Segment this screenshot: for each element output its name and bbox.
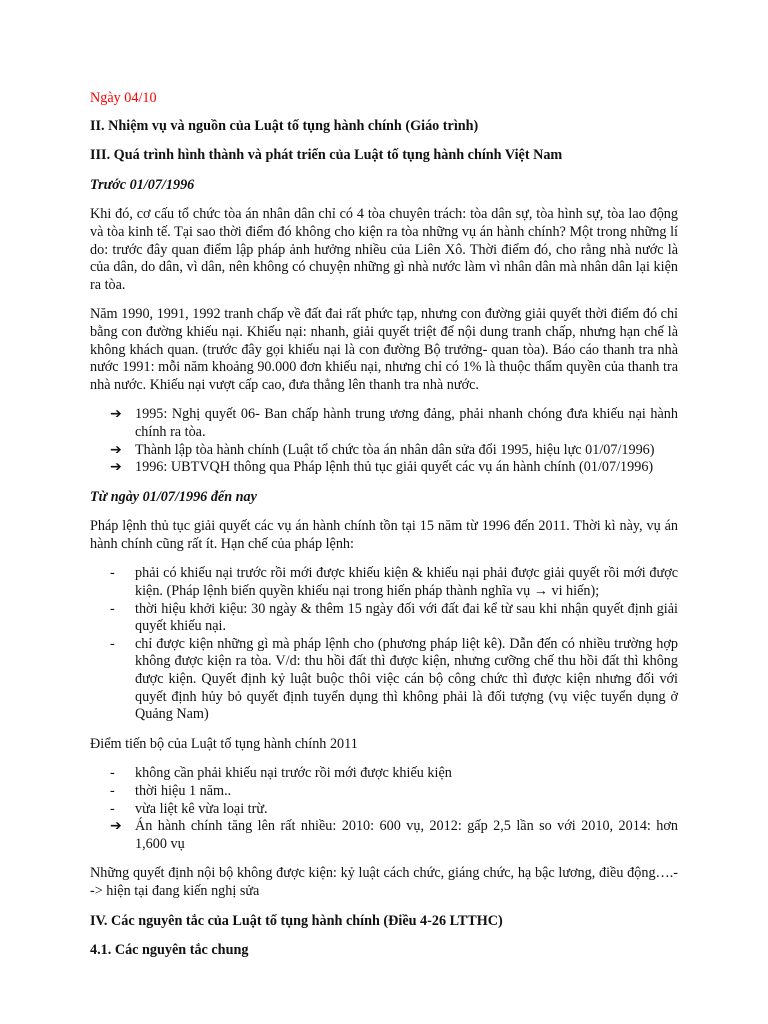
list-item [90,442,678,460]
dash-bullet: - [110,635,115,652]
ordinance-limits-list [90,565,678,723]
list-item [90,818,678,853]
dash-bullet: - [110,765,115,782]
before-paragraph-2: Năm 1990, 1991, 1992 tranh chấp về đất đai rất phức tạp, nhưng con đường giải quyết thời điểm đó chỉ bằng con đường khiếu nại. Khiếu nại: nhanh, giải quyết triệt để nội dung tranh chấp, nhưng hạn chế là không khách quan. (trước đây gọi khiếu nại là con đường Bộ trưởng- quan tòa). Báo cáo thanh tra nhà nước 1991: mỗi năm khoảng 90.000 đơn khiếu nại, nhưng chỉ có 1% là thuộc thẩm quyền của thanh tra nhà nước. Khiếu nại vượt cấp cao, đưa thẳng lên thanh tra nhà nước. [90,306,678,393]
list-item-text: thời hiệu khởi kiệu: 30 ngày & thêm 15 ngày đối với đất đai kể từ sau khi nhận quyết định giải quyết khiếu nại. [135,600,678,635]
list-item-text: 1996: UBTVQH thông qua Pháp lệnh thủ tục giải quyết các vụ án hành chính (01/07/1996) [135,459,654,476]
progress-list [90,765,678,853]
internal-decisions-paragraph: Những quyết định nội bộ không được kiện: kỷ luật cách chức, giáng chức, hạ bậc lương, điều động….--> hiện tại đang kiến nghị sửa [90,865,678,899]
dash-bullet: - [110,600,115,617]
list-item-text: Thành lập tòa hành chính (Luật tổ chức tòa án nhân dân sửa đổi 1995, hiệu lực 01/07/1996) [135,441,655,458]
section-4-heading: IV. Các nguyên tắc của Luật tố tụng hành chính (Điều 4-26 LTTHC) [90,912,503,929]
list-item-text: chỉ được kiện những gì mà pháp lệnh cho (phương pháp liệt kê). Dẫn đến có nhiều trường hợp không được kiện ra tòa. V/d: thu hồi đất thì được kiện, nhưng cưỡng chế thu hồi đất thì không được kiện. Quyết định kỷ luật buộc thôi việc cán bộ công chức thì được kiện nhưng đối với quyết định hủy bỏ quyết định tuyển dụng thì không phải là đối tượng (vụ việc tuyển dụng ở Quảng Nam) [135,635,678,723]
dash-bullet: - [110,565,115,582]
list-item [90,565,678,600]
list-item-text: 1995: Nghị quyết 06- Ban chấp hành trung ương đảng, phải nhanh chóng đưa khiếu nại hành chính ra tòa. [135,406,678,440]
before-arrow-list [90,406,678,476]
section-3-heading: III. Quá trình hình thành và phát triển của Luật tố tụng hành chính Việt Nam [90,147,563,164]
list-item [90,765,678,783]
arrow-icon: ➔ [110,441,122,458]
list-item-text: thời hiệu 1 năm.. [135,783,232,799]
section-2-heading: II. Nhiệm vụ và nguồn của Luật tố tụng hành chính (Giáo trình) [90,117,479,134]
list-item [90,406,678,441]
dash-bullet: - [110,783,115,799]
list-item-text: Án hành chính tăng lên rất nhiều: 2010: 600 vụ, 2012: gấp 2,5 lần so với 2010, 2014: hơn 1,600 vụ [135,818,678,852]
list-item-text: không cần phải khiếu nại trước rồi mới được khiếu kiện [135,765,452,782]
list-item-text: vừa liệt kê vừa loại trừ. [135,800,268,817]
since-paragraph-1: Pháp lệnh thủ tục giải quyết các vụ án hành chính tồn tại 15 năm từ 1996 đến 2011. Thời kì này, vụ án hành chính cũng rất ít. Hạn chế của pháp lệnh: [90,518,678,552]
list-item [90,783,678,801]
arrow-icon: ➔ [110,459,122,476]
document-body [90,90,678,972]
dash-bullet: - [110,800,115,817]
before-paragraph-1: Khi đó, cơ cấu tổ chức tòa án nhân dân chỉ có 4 tòa chuyên trách: tòa dân sự, tòa hình sự, tòa lao động và tòa kinh tế. Tại sao thời điểm đó không cho kiện ra tòa những vụ án hành chính? Một trong những lí do: trước đây quan điểm lập pháp ảnh hưởng nhiều của Liên Xô. Thời điểm đó, cho rằng nhà nước là của dân, do dân, vì dân, nên không có chuyện những gì nhà nước làm vì nhân dân mà nhân dân lại kiện ra tòa. [90,206,678,293]
since-1996-heading: Từ ngày 01/07/1996 đến nay [90,488,257,505]
list-item-text: phải có khiếu nại trước rồi mới được khiếu kiện & khiếu nại phải được giải quyết rồi mới được kiện. (Pháp lệnh biến quyền khiếu nại trong hiến pháp thành nghĩa vụ → vi hiến); [135,565,678,600]
progress-intro: Điểm tiến bộ của Luật tố tụng hành chính 2011 [90,735,358,752]
lecture-date: Ngày 04/10 [90,90,157,106]
list-item [90,636,678,724]
list-item [90,459,678,477]
arrow-icon: ➔ [110,818,122,835]
list-item [90,801,678,819]
list-item [90,601,678,636]
arrow-icon: ➔ [110,406,122,423]
before-1996-heading: Trước 01/07/1996 [90,176,195,193]
section-4-1-heading: 4.1. Các nguyên tắc chung [90,942,249,959]
